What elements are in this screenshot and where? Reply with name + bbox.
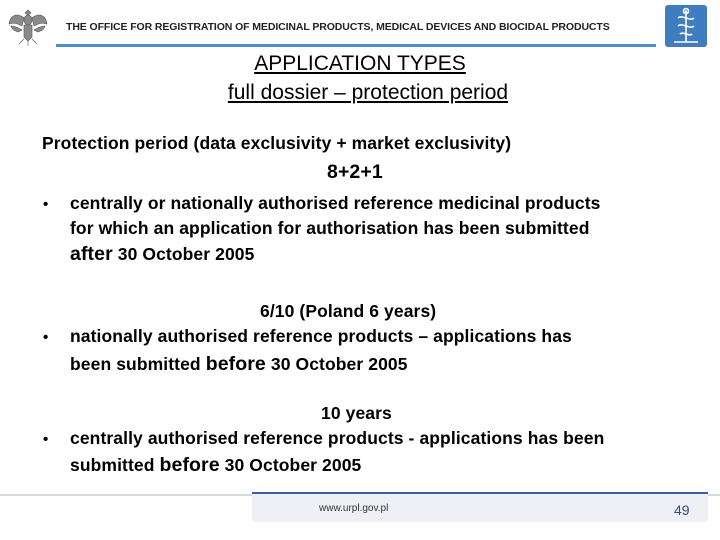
item3-line2 [70,454,361,477]
item3-heading: 10 years [321,403,392,423]
item2-date: 30 October 2005 [270,354,408,374]
medical-emblem-icon [664,4,708,48]
page-number: 49 [674,502,690,518]
item2-line1: nationally authorised reference products – applications has [70,326,572,346]
item2-prefix: been submitted [70,354,201,374]
formula-text: 8+2+1 [327,161,383,183]
bullet-3: • [43,431,49,448]
page-subtitle: full dossier – protection period [227,81,509,104]
bullet-2: • [43,329,49,346]
item2-heading: 6/10 (Poland 6 years) [260,301,437,321]
intro-text: Protection period (data exclusivity + market exclusivity) [42,133,512,153]
item3-date: 30 October 2005 [224,455,362,475]
item3-prefix: submitted [70,455,155,475]
item1-keyword: after [70,243,113,265]
header-divider [56,44,656,47]
item1-line3 [70,243,254,266]
footer-url-link[interactable]: www.urpl.gov.pl [319,503,389,514]
page-title: APPLICATION TYPES [254,52,466,75]
item1-line1: centrally or nationally authorised reference medicinal products [70,193,601,213]
item3-keyword: before [159,454,220,476]
item2-keyword: before [205,353,266,375]
footer-accent-line [252,492,708,494]
item3-line1: centrally authorised reference products - applications has been [70,428,605,448]
item2-line2 [70,353,408,376]
item1-date: 30 October 2005 [117,244,255,264]
office-name: THE OFFICE FOR REGISTRATION OF MEDICINAL PRODUCTS, MEDICAL DEVICES AND BIOCIDAL PRODUCTS [66,21,610,33]
item1-line2: for which an application for authorisation has been submitted [70,218,590,238]
eagle-emblem-icon [6,4,50,48]
bullet-1: • [43,196,49,213]
